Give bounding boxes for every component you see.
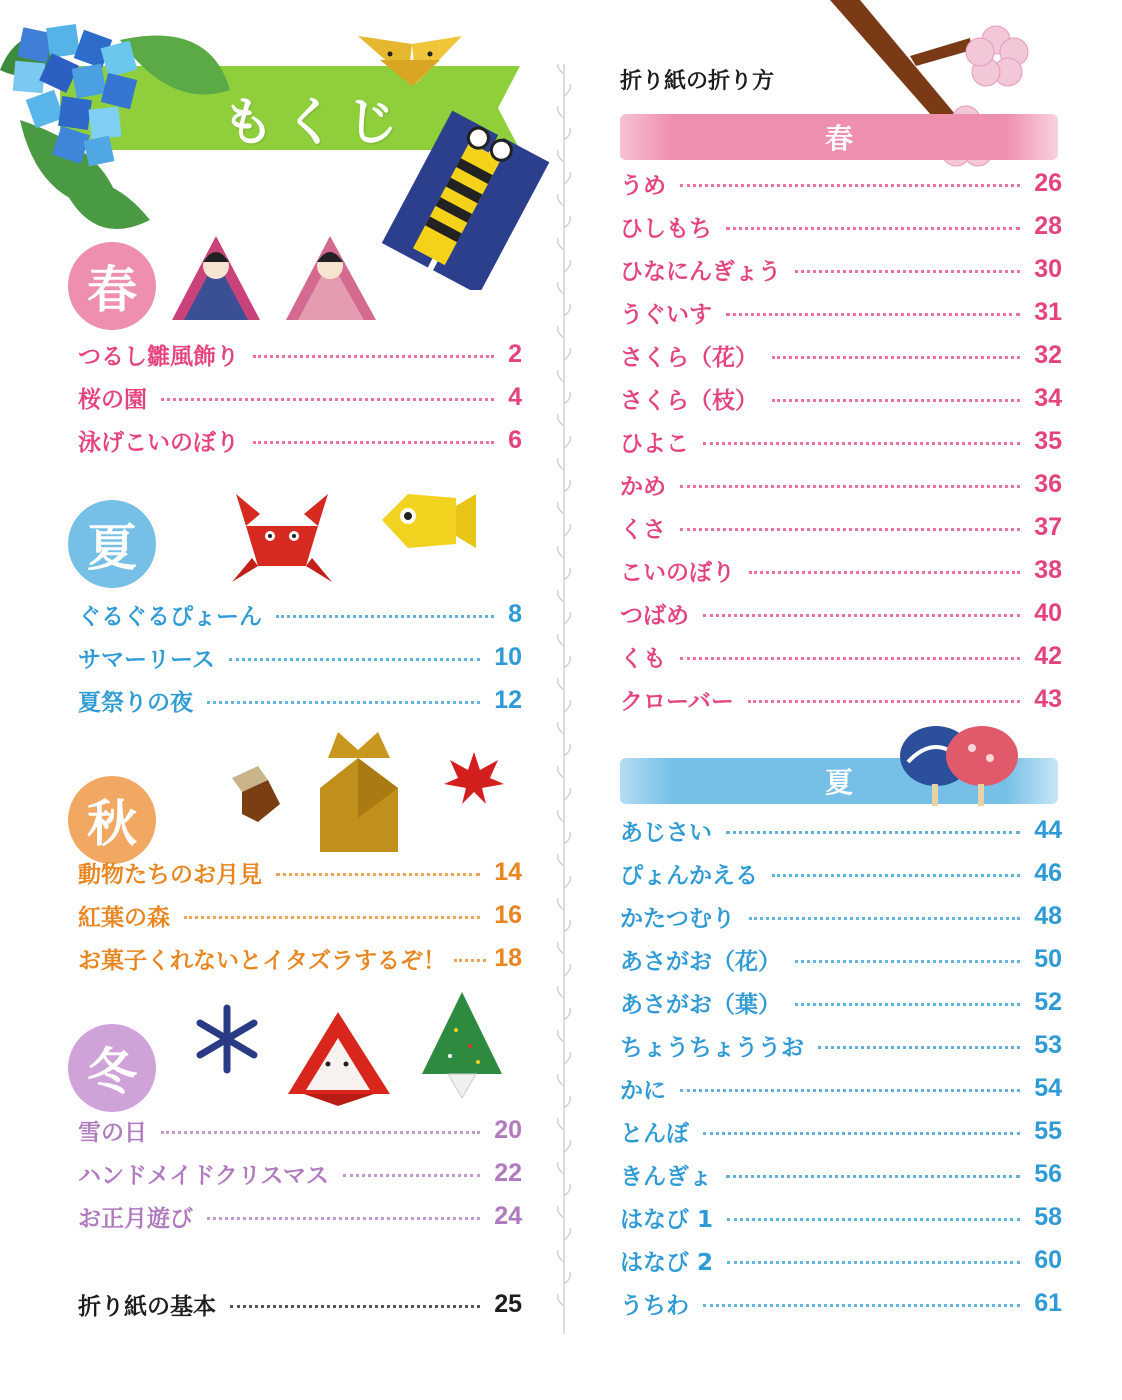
toc-label: ハンドメイドクリスマス [78,1162,329,1189]
toc-label: お菓子くれないとイタズラするぞ！ [78,947,446,974]
page-number: 4 [508,382,522,411]
dot-leader [680,184,1020,187]
toc-row[interactable] [78,897,522,933]
dot-leader [184,916,480,919]
dot-leader [703,442,1020,445]
dot-leader [253,355,494,358]
page-number: 54 [1034,1073,1062,1102]
toc-label: かに [620,1077,666,1104]
toc-label: あさがお（葉） [620,991,781,1018]
season-badge-summer: 夏 [68,500,156,588]
dot-leader [727,1218,1020,1221]
christmas-tree-illustration [420,990,504,1102]
page-number: 12 [494,685,522,714]
toc-row[interactable] [620,294,1062,330]
toc-label: ちょうちょううお [620,1034,804,1061]
toc-row[interactable] [78,940,522,976]
page-number: 28 [1034,211,1062,240]
dot-leader [161,398,494,401]
page-number: 30 [1034,254,1062,283]
crab-illustration [226,486,338,586]
toc-label: くさ [620,516,666,543]
page-number: 32 [1034,340,1062,369]
page-number: 48 [1034,901,1062,930]
toc-row[interactable] [620,1027,1062,1063]
season-badge-autumn: 秋 [68,776,156,864]
toc-row[interactable] [620,595,1062,631]
toc-label: こいのぼり [620,559,735,586]
toc-title: もくじ [222,93,409,153]
toc-label: うぐいす [620,301,712,328]
dot-leader [253,441,494,444]
toc-label: ぴょんかえる [620,862,758,889]
toc-label: つるし雛風飾り [78,343,239,370]
toc-label: 折り紙の基本 [78,1293,216,1320]
toc-label: ひしもち [620,215,712,242]
toc-row[interactable] [78,336,522,372]
santa-illustration [282,1008,394,1108]
page-number: 55 [1034,1116,1062,1145]
page-number: 34 [1034,383,1062,412]
toc-label: 桜の園 [78,386,147,413]
toc-label: さくら（花） [620,344,758,371]
page-number: 50 [1034,944,1062,973]
toc-label: はなび 1 [620,1206,714,1233]
dot-leader [229,658,480,661]
page-number: 43 [1034,684,1062,713]
toc-row[interactable] [620,638,1062,674]
page-number: 36 [1034,469,1062,498]
toc-row[interactable] [620,552,1062,588]
dot-leader [795,1003,1020,1006]
toc-row[interactable] [620,423,1062,459]
toc-row[interactable] [620,466,1062,502]
page-number: 44 [1034,815,1062,844]
dot-leader [726,313,1020,316]
toc-label: あさがお（花） [620,948,781,975]
toc-row[interactable] [78,682,522,718]
toc-row[interactable] [620,812,1062,848]
dot-leader [772,874,1020,877]
dot-leader [749,917,1020,920]
page-number: 16 [494,900,522,929]
toc-row[interactable] [620,941,1062,977]
page-number: 26 [1034,168,1062,197]
page-number: 37 [1034,512,1062,541]
uchiwa-fans-illustration [890,722,1026,808]
page-number: 18 [494,943,522,972]
page-number: 42 [1034,641,1062,670]
dot-leader [680,1089,1020,1092]
page-number: 46 [1034,858,1062,887]
page-number: 2 [508,339,522,368]
page-number: 38 [1034,555,1062,584]
dot-leader [230,1305,480,1308]
toc-row[interactable] [78,1155,522,1191]
toc-label: かたつむり [620,905,735,932]
toc-label: 泳げこいのぼり [78,429,239,456]
hina-dolls-illustration [170,232,390,324]
page-number: 53 [1034,1030,1062,1059]
dot-leader [703,1132,1020,1135]
toc-label: サマーリース [78,646,215,673]
page-number: 58 [1034,1202,1062,1231]
toc-row[interactable] [620,251,1062,287]
page-number: 10 [494,642,522,671]
summer-header-label: 夏 [824,766,853,799]
dot-leader [726,227,1020,230]
toc-label: 紅葉の森 [78,904,170,931]
toc-row[interactable] [620,681,1062,717]
toc-row[interactable] [620,1113,1062,1149]
page-number: 56 [1034,1159,1062,1188]
dot-leader [749,571,1020,574]
toc-row[interactable] [620,337,1062,373]
dot-leader [680,528,1020,531]
fish-illustration [378,490,478,552]
dot-leader [161,1131,480,1134]
toc-row[interactable] [620,1199,1062,1235]
toc-label: あじさい [620,819,712,846]
page-number: 14 [494,857,522,886]
dot-leader [680,485,1020,488]
spring-section-header [620,114,1058,160]
season-badge-winter: 冬 [68,1024,156,1112]
dot-leader [795,270,1020,273]
dot-leader [343,1174,480,1177]
toc-row[interactable] [78,379,522,415]
toc-label: うめ [620,172,666,199]
toc-row[interactable] [620,165,1062,201]
page-number: 25 [494,1289,522,1318]
toc-row[interactable] [620,1070,1062,1106]
page-number: 52 [1034,987,1062,1016]
dot-leader [276,873,480,876]
page-number: 60 [1034,1245,1062,1274]
toc-row[interactable] [78,639,522,675]
dot-leader [680,657,1020,660]
toc-label: 動物たちのお月見 [78,861,262,888]
toc-row[interactable] [620,898,1062,934]
dot-leader [207,701,480,704]
toc-label: ひなにんぎょう [620,258,781,285]
toc-row[interactable] [620,1242,1062,1278]
toc-label: かめ [620,473,666,500]
dot-leader [726,831,1020,834]
toc-label: 夏祭りの夜 [78,689,193,716]
column-divider [552,64,576,1334]
dot-leader [772,356,1020,359]
toc-label: うちわ [620,1292,689,1319]
page-number: 24 [494,1201,522,1230]
toc-label: とんぼ [620,1120,689,1147]
dot-leader [795,960,1020,963]
toc-row[interactable] [620,1156,1062,1192]
dot-leader [207,1217,480,1220]
page-number: 61 [1034,1288,1062,1317]
dot-leader [726,1175,1020,1178]
toc-row[interactable] [78,1286,522,1322]
toc-label: クローバー [620,688,734,715]
toc-row[interactable] [620,855,1062,891]
toc-row[interactable] [78,422,522,458]
toc-row[interactable] [78,1198,522,1234]
page-number: 22 [494,1158,522,1187]
toc-label: さくら（枝） [620,387,758,414]
toc-row[interactable] [620,509,1062,545]
page-number: 35 [1034,426,1062,455]
maple-leaf-illustration [442,750,506,808]
toc-row[interactable] [620,208,1062,244]
toc-row[interactable] [620,1285,1062,1321]
page-number: 6 [508,425,522,454]
toc-row[interactable] [78,596,522,632]
toc-row[interactable] [78,1112,522,1148]
season-badge-spring: 春 [68,242,156,330]
toc-row[interactable] [78,854,522,890]
page-number: 20 [494,1115,522,1144]
page-number: 40 [1034,598,1062,627]
spring-header-label: 春 [824,122,853,155]
page-number: 31 [1034,297,1062,326]
toc-label: はなび 2 [620,1249,714,1276]
dot-leader [276,615,494,618]
toc-label: つばめ [620,602,689,629]
dot-leader [703,1304,1020,1307]
toc-label: お正月遊び [78,1205,193,1232]
dot-leader [818,1046,1020,1049]
toc-label: 雪の日 [78,1119,147,1146]
dot-leader [727,1261,1020,1264]
toc-row[interactable] [620,380,1062,416]
dot-leader [772,399,1020,402]
fox-illustration [318,728,400,856]
toc-label: ぐるぐるぴょーん [78,603,262,630]
acorn-illustration [228,764,284,824]
toc-label: ひよこ [620,430,689,457]
dot-leader [703,614,1020,617]
toc-label: きんぎょ [620,1163,712,1190]
toc-label: くも [620,645,666,672]
page-number: 8 [508,599,522,628]
dot-leader [748,700,1020,703]
snowflake-illustration [192,1004,262,1074]
section-title: 折り紙の折り方 [620,69,775,94]
toc-row[interactable] [620,984,1062,1020]
dot-leader [454,959,486,962]
